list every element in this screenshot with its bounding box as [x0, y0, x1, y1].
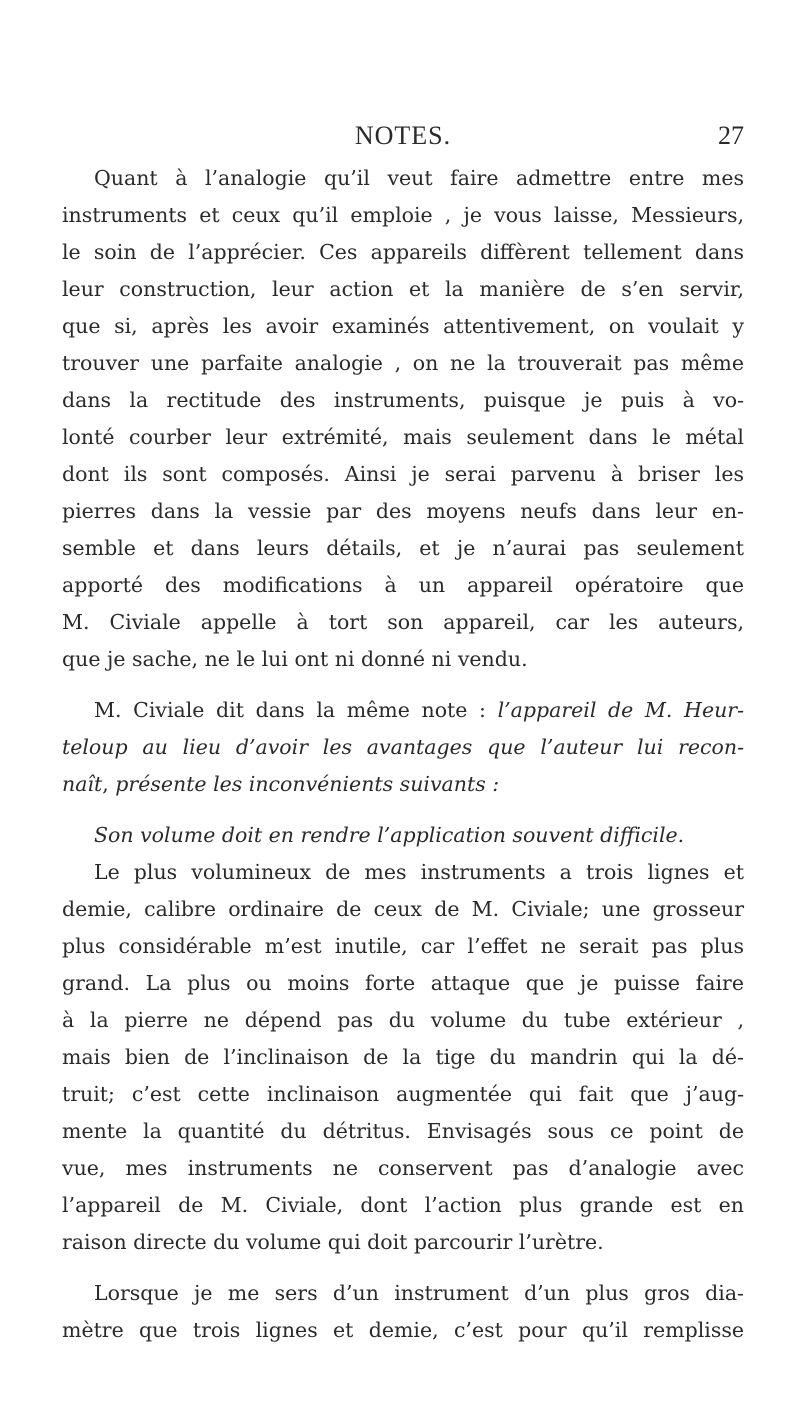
italic-lead-line: Son volume doit en rendre l’application souvent difficile.	[94, 823, 685, 847]
paragraph-3	[62, 817, 744, 1261]
text-line: le soin de l’apprécier. Ces appareils diffèrent tellement dans	[62, 240, 744, 264]
text-line: vue, mes instruments ne conservent pas d’analogie avec	[62, 1156, 744, 1180]
text-span: M. Civiale dit dans la même note :	[94, 698, 498, 722]
paragraph-gap	[62, 1261, 744, 1275]
text-line: mente la quantité du détritus. Envisagés sous ce point de	[62, 1119, 744, 1143]
text-line: dans la rectitude des instruments, puisque je puis à vo-	[62, 388, 744, 412]
paragraph-4	[62, 1275, 744, 1349]
text-line: dont ils sont composés. Ainsi je serai parvenu à briser les	[62, 462, 744, 486]
text-line: mais bien de l’inclinaison de la tige du mandrin qui la dé-	[62, 1045, 744, 1069]
text-line: leur construction, leur action et la manière de s’en servir,	[62, 277, 744, 301]
text-line: raison directe du volume qui doit parcourir l’urètre.	[62, 1230, 604, 1254]
text-line: Quant à l’analogie qu’il veut faire admettre entre mes	[94, 166, 744, 190]
text-line: semble et dans leurs détails, et je n’aurai pas seulement	[62, 536, 744, 560]
text-line: que si, après les avoir examinés attentivement, on voulait y	[62, 314, 744, 338]
italic-quote: présente les inconvénients suivants :	[115, 772, 500, 796]
running-head	[62, 118, 744, 154]
text-span: ,	[102, 772, 116, 796]
text-line: plus considérable m’est inutile, car l’effet ne serait pas plus	[62, 934, 744, 958]
text-line	[62, 766, 744, 803]
text-line: demie, calibre ordinaire de ceux de M. Civiale; une grosseur	[62, 897, 744, 921]
page-number: 27	[718, 121, 744, 150]
text-line: M. Civiale appelle à tort son appareil, car les auteurs,	[62, 610, 744, 634]
italic-quote: naît	[62, 772, 103, 796]
text-line: trouver une parfaite analogie , on ne la trouverait pas même	[62, 351, 744, 375]
paragraph-1	[62, 160, 744, 678]
paragraph-gap	[62, 678, 744, 692]
italic-quote: l’appareil de M. Heur-	[497, 698, 744, 722]
text-line: l’appareil de M. Civiale, dont l’action plus grande est en	[62, 1193, 744, 1217]
text-line: grand. La plus ou moins forte attaque que je puisse faire	[62, 971, 744, 995]
running-title: NOTES.	[354, 121, 452, 150]
text-line: mètre que trois lignes et demie, c’est pour qu’il remplisse	[62, 1318, 744, 1342]
text-line: Le plus volumineux de mes instruments a trois lignes et	[94, 860, 744, 884]
text-line: pierres dans la vessie par des moyens neufs dans leur en-	[62, 499, 744, 523]
text-line: lonté courber leur extrémité, mais seulement dans le métal	[62, 425, 744, 449]
italic-quote-line: teloup au lieu d’avoir les avantages que l’auteur lui recon-	[62, 735, 744, 759]
paragraph-gap	[62, 803, 744, 817]
text-line: Lorsque je me sers d’un instrument d’un plus gros dia-	[94, 1281, 744, 1305]
text-line	[62, 692, 744, 729]
paragraph-2	[62, 692, 744, 803]
text-line: truit; c’est cette inclinaison augmentée qui fait que j’aug-	[62, 1082, 744, 1106]
text-line: à la pierre ne dépend pas du volume du tube extérieur ,	[62, 1008, 744, 1032]
text-line: que je sache, ne le lui ont ni donné ni vendu.	[62, 647, 528, 671]
body-text	[62, 160, 744, 1349]
text-line: instruments et ceux qu’il emploie , je vous laisse, Messieurs,	[62, 203, 744, 227]
text-line: apporté des modifications à un appareil opératoire que	[62, 573, 744, 597]
